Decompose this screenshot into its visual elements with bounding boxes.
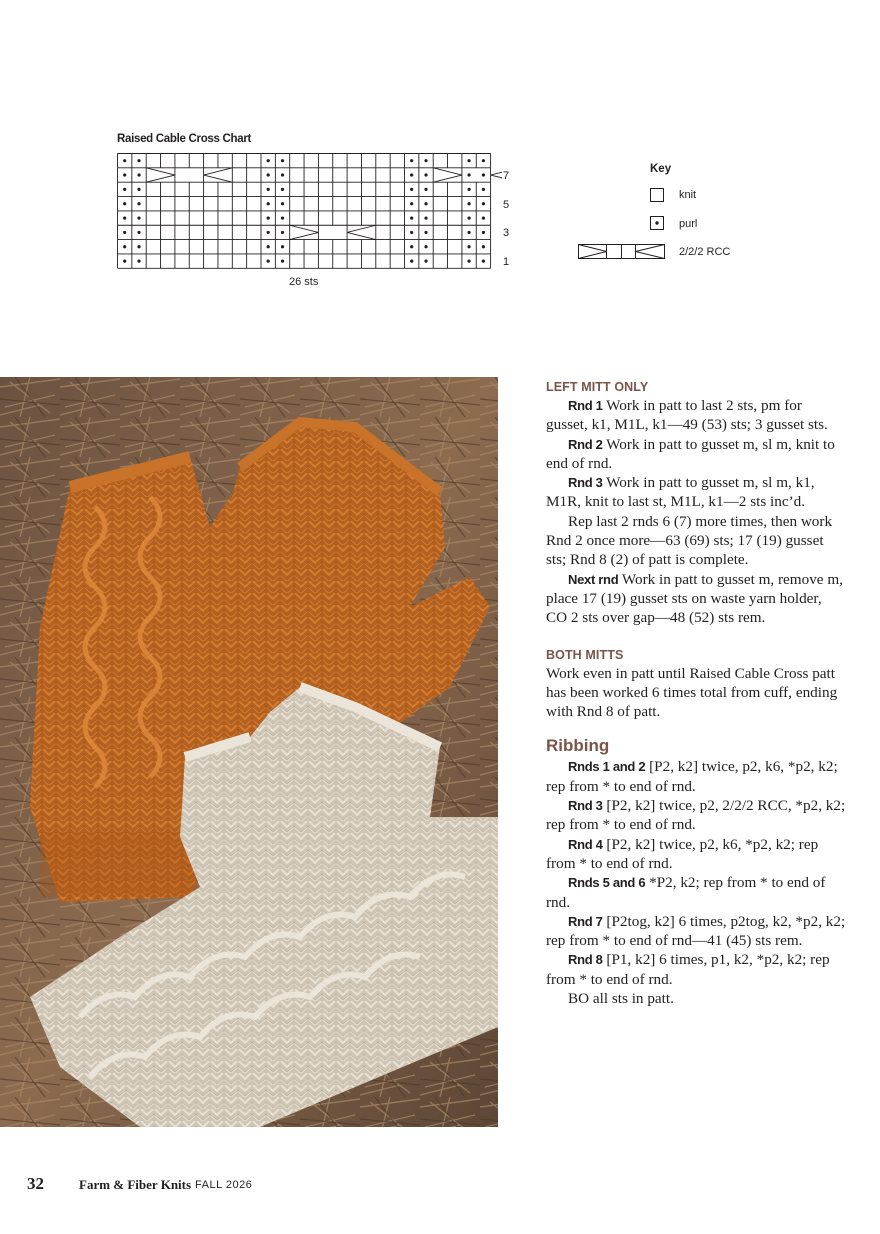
- purl-dot: [410, 231, 413, 234]
- rib-rnd-3-label: Rnd 3: [568, 798, 603, 814]
- mitts-photo: [0, 377, 498, 1127]
- left-rnd-2-text: Work in patt to gusset m, sl m, knit to end of rnd.: [546, 435, 835, 472]
- purl-dot: [137, 159, 140, 162]
- left-next-rnd-label: Next rnd: [568, 571, 619, 587]
- purl-dot: [410, 202, 413, 205]
- key-label-rcc: 2/2/2 RCC: [679, 246, 731, 258]
- rib-rnds-1-2-text: [P2, k2] twice, p2, k6, *p2, k2; rep from * to end of rnd.: [546, 758, 838, 795]
- rib-rnd-4-label: Rnd 4: [568, 836, 603, 852]
- purl-dot: [482, 231, 485, 234]
- dot-square-icon: [651, 217, 664, 230]
- purl-dot: [467, 245, 470, 248]
- purl-dot: [281, 245, 284, 248]
- instructions-column: [546, 379, 846, 1008]
- purl-dot: [123, 202, 126, 205]
- purl-dot: [467, 231, 470, 234]
- purl-dot: [467, 173, 470, 176]
- left-rnd-3-text: Work in patt to gusset m, sl m, k1, M1R, knit to last st, M1L, k1—2 sts inc’d.: [546, 474, 815, 511]
- purl-dot: [467, 202, 470, 205]
- key-title: Key: [650, 163, 672, 175]
- purl-dot: [424, 202, 427, 205]
- issue-label: FALL 2026: [195, 1179, 253, 1191]
- both-mitts-text: Work even in patt until Raised Cable Cross patt has been worked 6 times total from cuff, ending with Rnd 8 of patt.: [546, 664, 838, 721]
- purl-dot: [281, 173, 284, 176]
- left-rnd-3-label: Rnd 3: [568, 475, 603, 491]
- ribbing-heading: Ribbing: [546, 736, 610, 756]
- chart-key-symbols: [575, 183, 675, 263]
- purl-dot: [482, 245, 485, 248]
- purl-dot: [281, 216, 284, 219]
- rib-rnds-5-6-label: Rnds 5 and 6: [568, 875, 646, 891]
- rib-rnd-7-text: [P2tog, k2] 6 times, p2tog, k2, *p2, k2; rep from * to end of rnd—41 (45) sts rem.: [546, 912, 846, 950]
- empty-square-icon: [651, 189, 664, 202]
- purl-dot: [424, 173, 427, 176]
- purl-dot: [281, 188, 284, 191]
- purl-dot: [267, 231, 270, 234]
- purl-dot: [267, 260, 270, 263]
- purl-dot: [424, 188, 427, 191]
- purl-dot: [410, 173, 413, 176]
- chart-row-number-7: 7: [503, 170, 510, 182]
- purl-dot: [137, 202, 140, 205]
- cable-cross-icon: [579, 245, 665, 259]
- purl-dot: [482, 159, 485, 162]
- purl-dot: [467, 260, 470, 263]
- purl-dot: [482, 260, 485, 263]
- purl-dot: [281, 231, 284, 234]
- rib-rnd-7-label: Rnd 7: [568, 913, 603, 929]
- key-label-knit: knit: [679, 189, 697, 201]
- rib-rnd-8-label: Rnd 8: [568, 952, 603, 968]
- rib-rnds-1-2-label: Rnds 1 and 2: [568, 759, 646, 775]
- purl-dot: [267, 202, 270, 205]
- purl-dot: [123, 231, 126, 234]
- chart-row-number-1: 1: [503, 256, 510, 268]
- rib-rnd-8-text: [P1, k2] 6 times, p1, k2, *p2, k2; rep from * to end of rnd.: [546, 951, 830, 988]
- purl-dot: [467, 216, 470, 219]
- left-mitt-heading: LEFT MITT ONLY: [546, 380, 649, 394]
- left-next-rnd-text: Work in patt to gusset m, remove m, place 17 (19) gusset sts on waste yarn holder, CO 2 sts over gap—48 (52) sts rem.: [546, 570, 843, 627]
- rib-rnd-4-text: [P2, k2] twice, p2, k6, *p2, k2; rep from * to end of rnd.: [546, 835, 819, 872]
- purl-dot: [482, 202, 485, 205]
- rib-rnds-5-6-text: *P2, k2; rep from * to end of rnd.: [546, 874, 826, 911]
- chart-width-label: 26 sts: [289, 276, 319, 288]
- purl-dot: [410, 245, 413, 248]
- purl-dot: [123, 159, 126, 162]
- purl-dot: [267, 173, 270, 176]
- raised-cable-cross-chart: [112, 148, 502, 272]
- purl-dot: [281, 159, 284, 162]
- purl-dot: [424, 216, 427, 219]
- purl-dot: [267, 216, 270, 219]
- purl-dot: [467, 188, 470, 191]
- purl-dot: [424, 245, 427, 248]
- purl-dot: [267, 159, 270, 162]
- rib-rnd-3-text: [P2, k2] twice, p2, 2/2/2 RCC, *p2, k2; rep from * to end of rnd.: [546, 797, 846, 834]
- chart-title: Raised Cable Cross Chart: [117, 133, 252, 145]
- purl-dot: [281, 260, 284, 263]
- purl-dot: [123, 245, 126, 248]
- purl-dot: [410, 260, 413, 263]
- purl-dot: [410, 159, 413, 162]
- bind-off-text: BO all sts in patt.: [568, 990, 674, 1008]
- purl-dot: [267, 188, 270, 191]
- purl-dot: [281, 202, 284, 205]
- purl-dot: [424, 159, 427, 162]
- purl-dot: [410, 216, 413, 219]
- left-rnd-2-label: Rnd 2: [568, 436, 603, 452]
- page-number: 32: [27, 1174, 44, 1193]
- purl-dot: [123, 188, 126, 191]
- cable-cross-right: [491, 168, 502, 182]
- chart-row-number-3: 3: [503, 227, 510, 239]
- purl-dot: [137, 173, 140, 176]
- left-rnd-1-text: Work in patt to last 2 sts, pm for gusset, k1, M1L, k1—49 (53) sts; 3 gusset sts.: [546, 397, 828, 434]
- purl-dot: [482, 188, 485, 191]
- magazine-name: Farm & Fiber Knits: [79, 1177, 192, 1192]
- purl-dot: [137, 245, 140, 248]
- purl-dot: [123, 173, 126, 176]
- purl-dot: [267, 245, 270, 248]
- purl-dot: [137, 188, 140, 191]
- purl-dot: [123, 260, 126, 263]
- purl-dot: [410, 188, 413, 191]
- purl-dot: [467, 159, 470, 162]
- purl-dot: [482, 173, 485, 176]
- purl-dot: [137, 260, 140, 263]
- key-label-purl: purl: [679, 218, 698, 230]
- chart-row-number-5: 5: [503, 199, 510, 211]
- left-rep-text: Rep last 2 rnds 6 (7) more times, then work Rnd 2 once more—63 (69) sts; 17 (19) gusset sts; Rnd 8 (2) of patt is complete.: [546, 512, 833, 569]
- purl-dot: [137, 216, 140, 219]
- purl-dot: [137, 231, 140, 234]
- purl-dot: [123, 216, 126, 219]
- purl-dot: [424, 231, 427, 234]
- left-rnd-1-label: Rnd 1: [568, 398, 603, 413]
- purl-dot: [424, 260, 427, 263]
- both-mitts-heading: BOTH MITTS: [546, 647, 624, 662]
- purl-dot: [482, 216, 485, 219]
